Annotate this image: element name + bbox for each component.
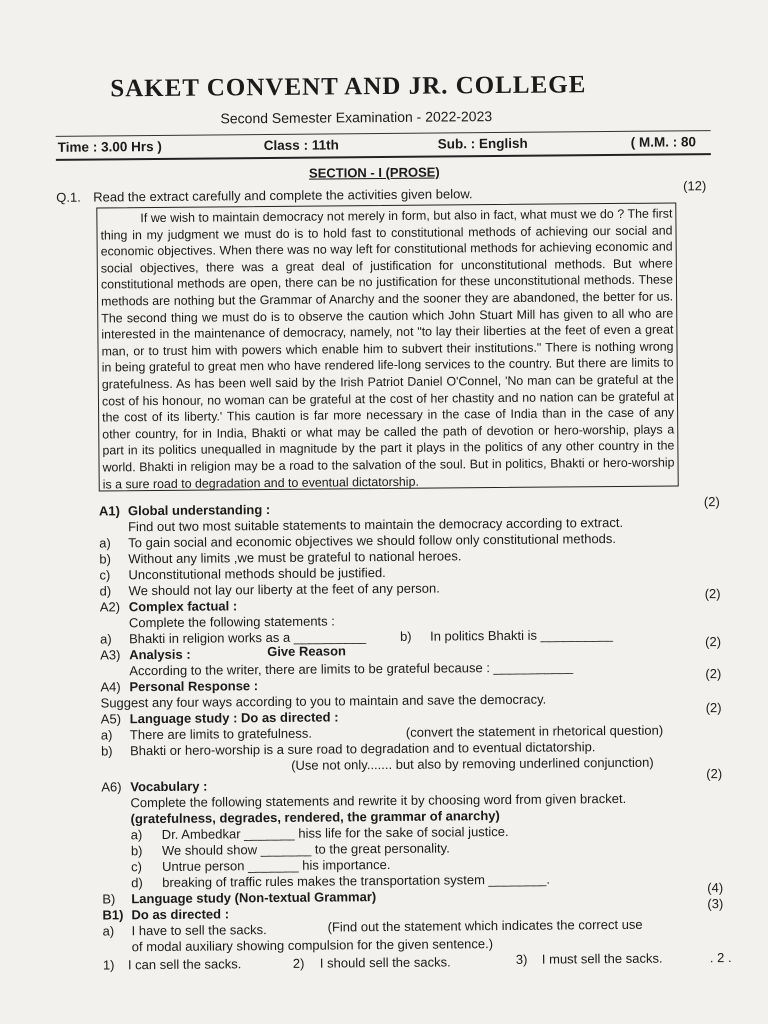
- a4-label: A4): [100, 679, 121, 695]
- a6-word-bank: (gratefulness, degrades, rendered, the grammar of anarchy): [130, 808, 500, 827]
- a6-item-d: breaking of traffic rules makes the transportation system ________.: [162, 871, 551, 890]
- a2-b-text: In politics Bhakti is __________: [429, 627, 613, 644]
- a6-item-d-key: d): [131, 875, 143, 891]
- a2-b-key: b): [399, 628, 412, 644]
- a2-marks: (2): [704, 586, 721, 602]
- a5-b-instr: (Use not only....... but also by removing underlined conjunction): [291, 754, 654, 773]
- page-number: . 2 .: [709, 949, 732, 966]
- time-label: Time : 3.00 Hrs ): [57, 138, 162, 155]
- a2-a-text: Bhakti in religion works as a __________: [128, 629, 367, 647]
- a1-opt-a: To gain social and economic objectives we should follow only constitutional methods.: [128, 530, 617, 551]
- b1-title: Do as directed :: [131, 906, 230, 923]
- a3-label: A3): [100, 647, 121, 663]
- school-name: SAKET CONVENT AND JR. COLLEGE: [110, 71, 587, 103]
- a1-opt-d-key: d): [99, 583, 112, 599]
- a4-marks: (2): [705, 666, 722, 682]
- b-marks: (4): [707, 880, 724, 896]
- a2-a-key: a): [99, 631, 112, 647]
- a6-prompt: Complete the following statements and rewrite it by choosing word from given bracket.: [130, 790, 627, 811]
- a5-a-text: There are limits to gratefulness.: [129, 725, 313, 743]
- a2-title: Complex factual :: [128, 598, 238, 615]
- b1-opt1: I can sell the sacks.: [127, 956, 242, 973]
- max-marks-label: ( M.M. : 80: [630, 134, 697, 150]
- a5-a-key: a): [100, 727, 113, 743]
- exam-title: Second Semester Examination - 2022-2023: [220, 108, 493, 127]
- a4-prompt: Suggest any four ways according to you to maintain and save the democracy.: [100, 691, 547, 711]
- b1-a-instr: (Find out the statement which indicates the correct use: [327, 916, 643, 935]
- a6-title: Vocabulary :: [130, 778, 208, 795]
- a1-opt-a-key: a): [99, 535, 111, 551]
- a5-b-key: b): [100, 743, 113, 759]
- subject-label: Sub. : English: [437, 135, 528, 152]
- a5-marks: (2): [705, 700, 722, 716]
- q1-instruction: Read the extract carefully and complete the activities given below.: [93, 186, 473, 205]
- a6-item-a-key: a): [130, 827, 143, 843]
- a3-title: Analysis :: [129, 646, 191, 663]
- a1-opt-b: Without any limits ,we must be grateful to national heroes.: [128, 548, 462, 567]
- a3-subtitle: Give Reason: [267, 643, 346, 660]
- b-title: Language study (Non-textual Grammar): [131, 889, 377, 907]
- b1-label: B1): [102, 907, 124, 923]
- a1-opt-c: Unconstitutional methods should be justified.: [128, 565, 386, 583]
- a1-label: A1): [98, 503, 120, 519]
- a5-b-text: Bhakti or hero-worship is a sure road to degradation and to eventual dictatorship.: [129, 739, 596, 759]
- a6-item-c: Untrue person _______ his importance.: [161, 856, 391, 874]
- b-label: B): [102, 891, 116, 907]
- a1-title: Global understanding :: [127, 502, 271, 519]
- b1-opt2-key: 2): [292, 955, 305, 971]
- extract-text: If we wish to maintain democracy not merely in form, but also in fact, what must we do ? The first thing in my judgment we must do is to hold fast to constitutional methods of achieving our social and economic objectives. When there was no way left for constitutional methods for achieving economic and social objectives, there was a great deal of justification for unconstitutional methods. But where constitutional methods are open, there can be no justification for these unconstitutional methods. These methods are nothing but the Grammar of Anarchy and the sooner they are abandoned, the better for us. The second thing we must do is to observe the caution which John Stuart Mill has given to all who are interested in the maintenance of democracy, namely, not "to lay their liberties at the feet of even a great man, or to trust him with powers which enable him to subvert their institutions." There is nothing wrong in being grateful to great men who have rendered life-long services to the country. But there are limits to gratefulness. As has been well said by the Irish Patriot Daniel O'Connel, 'No man can be grateful at the cost of his honour, no woman can be grateful at the cost of her chastity and no nation can be grateful at the cost of its liberty.' This caution is far more necessary in the case of India than in the case of any other country, for in India, Bhakti or what may be called the path of devotion or hero-worship, plays a part in its politics unequalled in magnitude by the part it plays in the politics of any other country in the world. Bhakti in religion may be a road to the salvation of the soul. But in politics, Bhakti or hero-worship is a sure road to degradation and to eventual dictatorship.: [100, 206, 675, 491]
- b1-a-key: a): [102, 923, 115, 939]
- section-title: SECTION - I (PROSE): [308, 164, 440, 181]
- a6-item-a: Dr. Ambedkar _______ hiss life for the sake of social justice.: [161, 823, 509, 842]
- a6-label: A6): [101, 779, 122, 795]
- class-label: Class : 11th: [263, 137, 339, 154]
- a6-item-b-key: b): [130, 843, 143, 859]
- a2-label: A2): [99, 599, 121, 615]
- b1-opt1-key: 1): [102, 957, 115, 973]
- a6-marks: (2): [706, 766, 723, 782]
- a1-opt-d: We should not lay our liberty at the feet of any person.: [128, 580, 440, 599]
- a6-item-b: We should show _______ to the great personality.: [161, 840, 450, 858]
- a3-marks: (2): [705, 634, 722, 650]
- a5-a-instr: (convert the statement in rhetorical question): [405, 722, 664, 740]
- b1-a-text: I have to sell the sacks.: [131, 922, 267, 939]
- a1-opt-c-key: c): [99, 567, 111, 583]
- q1-number: Q.1.: [56, 189, 81, 205]
- extract-box: [96, 202, 678, 491]
- a1-prompt: Find out two most suitable statements to maintain the democracy according to extract.: [128, 514, 624, 535]
- a5-title: Language study : Do as directed :: [129, 709, 339, 727]
- a1-opt-b-key: b): [99, 551, 111, 567]
- b1-a-instr2: of modal auxiliary showing compulsion for the given sentence.): [131, 936, 494, 955]
- b1-opt3-key: 3): [515, 951, 528, 967]
- q1-marks: (12): [683, 178, 707, 194]
- b1-marks: (3): [707, 896, 724, 912]
- b1-opt3: I must sell the sacks.: [541, 950, 663, 967]
- a4-title: Personal Response :: [129, 678, 259, 695]
- a2-prompt: Complete the following statements :: [128, 613, 335, 631]
- exam-paper: [40, 54, 738, 1010]
- a1-marks: (2): [703, 494, 720, 510]
- a3-prompt: According to the writer, there are limits to be grateful because : ___________: [129, 659, 574, 679]
- a6-item-c-key: c): [130, 859, 142, 875]
- a5-label: A5): [100, 711, 122, 727]
- b1-opt2: I should sell the sacks.: [319, 954, 451, 971]
- exam-meta-row: [56, 130, 711, 161]
